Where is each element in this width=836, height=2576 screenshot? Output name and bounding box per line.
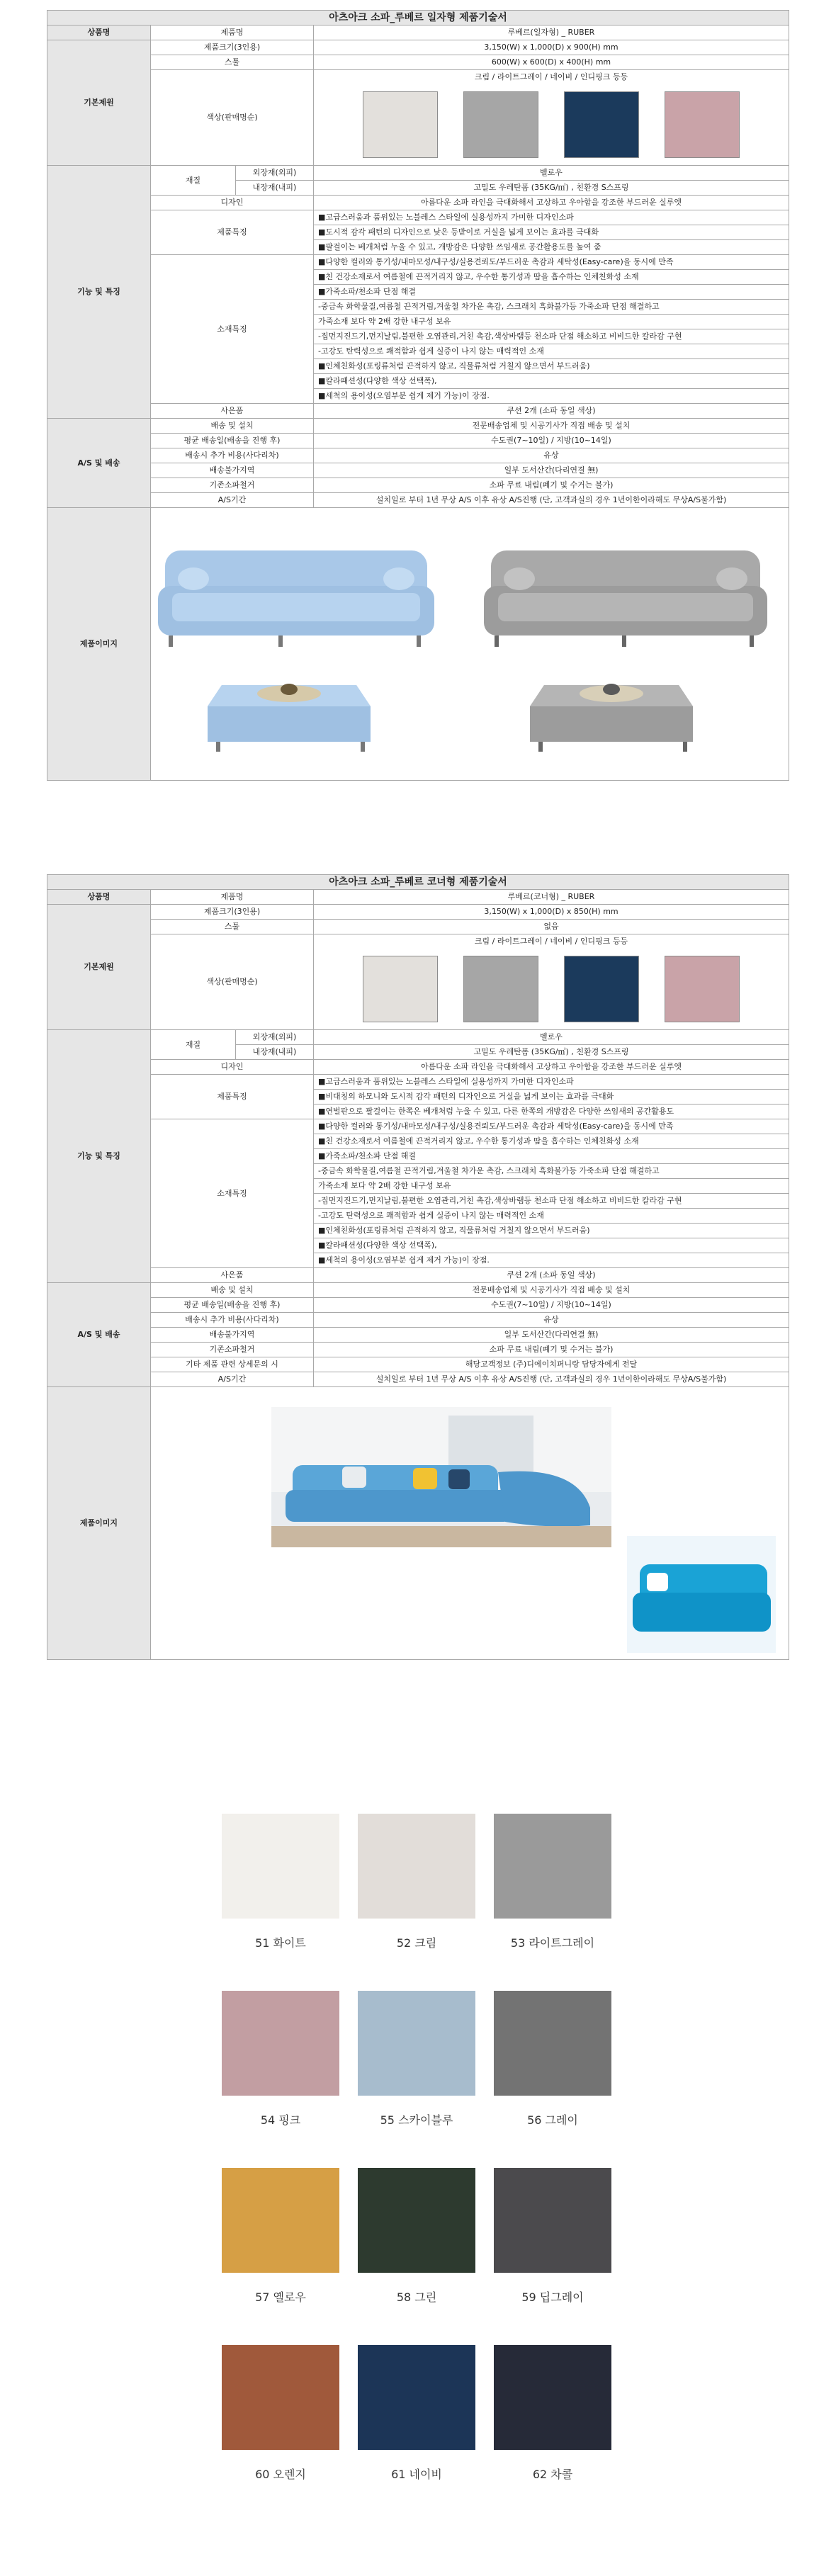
- material-feature-line: ■친 건강소재로서 여름철에 끈적거리지 않고, 우수한 통기성과 땀을 흡수하는 인체친화성 소재: [314, 270, 789, 285]
- gift-value: 쿠션 2개 (소파 동일 색상): [314, 1268, 789, 1283]
- product-name-sub: 제품명: [151, 890, 314, 905]
- swatch-indipink: [665, 91, 740, 158]
- material-feature-label: 소재특징: [151, 1119, 314, 1268]
- material-feature-label: 소재특징: [151, 255, 314, 404]
- color-swatches: [314, 84, 789, 165]
- color-chip: [222, 1991, 339, 2128]
- product-feature-label: 제품특징: [151, 1075, 314, 1119]
- material-feature-line: -집먼지진드기,먼지날림,불편한 오염관리,거친 촉감,색상바램등 천소파 단점 해소하고 비비드한 칼라감 구현: [314, 329, 789, 344]
- color-chip: [358, 2168, 475, 2305]
- removal-label: 기존소파철거: [151, 478, 314, 493]
- gift-label: 사은품: [151, 404, 314, 419]
- product-name-label: 상품명: [47, 26, 151, 40]
- features-group-label: 기능 및 특징: [47, 1030, 151, 1283]
- period-value: 수도권(7~10일) / 지방(10~14일): [314, 1298, 789, 1313]
- color-chip-label: 51 화이트: [255, 1936, 306, 1950]
- color-label: 색상(판매명순): [151, 70, 314, 166]
- color-chip-swatch: [358, 2345, 475, 2450]
- product-image-cell: [151, 1387, 789, 1660]
- color-chip: [222, 1814, 339, 1950]
- color-chip-swatch: [222, 2345, 339, 2450]
- gift-value: 쿠션 2개 (소파 동일 색상): [314, 404, 789, 419]
- material-feature-line: ■가죽소파/천소파 단점 해결: [314, 285, 789, 300]
- product-image-cell: [151, 508, 789, 781]
- inner-value: 고밀도 우레탄폼 (35KG/㎥) , 친환경 S스프링: [314, 1045, 789, 1060]
- product-name-label: 상품명: [47, 890, 151, 905]
- stool-label: 스툴: [151, 55, 314, 70]
- product-feature-line: ■비대칭의 하모니와 도시적 감각 패턴의 디자인으로 거실을 넓게 보이는 효과를 극대화: [314, 1090, 789, 1105]
- size-label: 제품크기(3인용): [151, 905, 314, 920]
- material-feature-line: ■칼라패션성(다양한 색상 선택폭),: [314, 1238, 789, 1253]
- stool-label: 스툴: [151, 920, 314, 934]
- no-delivery-area-label: 배송불가지역: [151, 463, 314, 478]
- color-chip-swatch: [222, 1814, 339, 1919]
- swatch-cream: [363, 956, 438, 1022]
- removal-value: 소파 무료 내림(폐기 및 수거는 불가): [314, 478, 789, 493]
- color-swatches: [314, 949, 789, 1029]
- warranty-value: 설치일로 부터 1년 무상 A/S 이후 유상 A/S진행 (단, 고객과실의 경우 1년이한이라해도 무상A/S불가함): [314, 1372, 789, 1387]
- swatch-navy: [564, 91, 639, 158]
- as-group-label: A/S 및 배송: [47, 419, 151, 508]
- material-feature-line: ■친 건강소재로서 여름철에 끈적거리지 않고, 우수한 통기성과 땀을 흡수하는 인체친화성 소재: [314, 1134, 789, 1149]
- swatch-cream: [363, 91, 438, 158]
- swatch-indipink: [665, 956, 740, 1022]
- color-chip-label: 54 핑크: [260, 2113, 301, 2127]
- color-chip-label: 56 그레이: [527, 2113, 578, 2127]
- color-chip: [358, 1991, 475, 2128]
- color-chip-label: 62 차콜: [532, 2468, 573, 2481]
- extra-cost-label: 배송시 추가 비용(사다리차): [151, 448, 314, 463]
- inner-label: 내장재(내피): [236, 181, 314, 196]
- color-chip: [494, 2168, 611, 2305]
- stool-value: 600(W) x 600(D) x 400(H) mm: [314, 55, 789, 70]
- corner-sofa-room-image: [271, 1407, 611, 1547]
- color-chip: [222, 2168, 339, 2305]
- delivery-label: 배송 및 설치: [151, 1283, 314, 1298]
- color-chip-label: 57 옐로우: [255, 2290, 306, 2304]
- color-names: 크림 / 라이트그레이 / 네이비 / 인디핑크 등등: [474, 937, 628, 946]
- material-feature-line: -집먼지진드기,먼지날림,불편한 오염관리,거친 촉감,색상바램등 천소파 단점 해소하고 비비드한 칼라감 구현: [314, 1194, 789, 1209]
- spec-sheet-corner: [47, 874, 789, 1660]
- material-feature-line: ■인체친화성(포링류처럼 끈적하지 않고, 직물류처럼 거칠지 않으면서 부드러움): [314, 1224, 789, 1238]
- corner-sofa-detail-image: [627, 1536, 776, 1653]
- period-value: 수도권(7~10일) / 지방(10~14일): [314, 434, 789, 448]
- color-chip-label: 55 스카이블루: [380, 2113, 453, 2127]
- swatch-navy: [564, 956, 639, 1022]
- size-value: 3,150(W) x 1,000(D) x 900(H) mm: [314, 40, 789, 55]
- warranty-label: A/S기간: [151, 493, 314, 508]
- inner-label: 내장재(내피): [236, 1045, 314, 1060]
- color-chip-swatch: [494, 2345, 611, 2450]
- product-image-corner: [151, 1387, 789, 1656]
- design-label: 디자인: [151, 1060, 314, 1075]
- material-feature-line: ■인체친화성(포링류처럼 끈적하지 않고, 직물류처럼 거칠지 않으면서 부드러움): [314, 359, 789, 374]
- color-names: 크림 / 라이트그레이 / 네이비 / 인디핑크 등등: [474, 72, 628, 81]
- material-feature-line: 가죽소재 보다 약 2배 강한 내구성 보유: [314, 1179, 789, 1194]
- delivery-value: 전문배송업체 및 시공기사가 직접 배송 및 설치: [314, 1283, 789, 1298]
- material-feature-line: ■다양한 컬러와 통기성/내마모성/내구성/실용견뢰도/부드러운 촉감과 세탁성(Easy-care)을 동시에 만족: [314, 255, 789, 270]
- product-feature-line: ■고급스러움과 품위있는 노블레스 스타일에 실용성까지 가미한 디자인소파: [314, 1075, 789, 1090]
- period-label: 평균 배송일(배송을 진행 후): [151, 1298, 314, 1313]
- color-chip: [358, 1814, 475, 1950]
- color-chip: [222, 2345, 339, 2482]
- contact-label: 기타 제품 관련 상세문의 시: [151, 1357, 314, 1372]
- color-chip-label: 52 크림: [396, 1936, 437, 1950]
- color-cell: [314, 70, 789, 166]
- color-chip-label: 59 딥그레이: [521, 2290, 584, 2304]
- delivery-label: 배송 및 설치: [151, 419, 314, 434]
- color-chip-label: 60 오렌지: [255, 2468, 306, 2481]
- color-chip-label: 53 라이트그레이: [510, 1936, 595, 1950]
- extra-cost-value: 유상: [314, 448, 789, 463]
- contact-value: 해당고객정보 (주)디에이치퍼니랑 담당자에게 전달: [314, 1357, 789, 1372]
- basic-spec-label: 기본제원: [47, 40, 151, 166]
- color-chip-swatch: [222, 1991, 339, 2096]
- material-label: 재질: [151, 166, 236, 196]
- image-label: 제품이미지: [47, 508, 151, 781]
- stool-value: 없음: [314, 920, 789, 934]
- color-chip-swatch: [494, 1991, 611, 2096]
- removal-value: 소파 무료 내림(폐기 및 수거는 불가): [314, 1343, 789, 1357]
- color-chip-swatch: [358, 1814, 475, 1919]
- material-feature-line: ■가죽소파/천소파 단점 해결: [314, 1149, 789, 1164]
- outer-label: 외장재(외피): [236, 166, 314, 181]
- inner-value: 고밀도 우레탄폼 (35KG/㎥) , 친환경 S스프링: [314, 181, 789, 196]
- product-image-straight: [151, 508, 789, 777]
- sheet-title: 아츠아크 소파_루베르 코너형 제품기술서: [47, 875, 789, 890]
- material-feature-line: ■세척의 용이성(오염부분 쉽게 제거 가능)이 장점.: [314, 1253, 789, 1268]
- removal-label: 기존소파철거: [151, 1343, 314, 1357]
- color-chip: [494, 1814, 611, 1950]
- swatch-lightgray: [463, 956, 538, 1022]
- material-feature-line: -고강도 탄력성으로 쾌적함과 쉽게 실증이 나지 않는 매력적인 소재: [314, 1209, 789, 1224]
- material-feature-line: 가죽소재 보다 약 2배 강한 내구성 보유: [314, 315, 789, 329]
- blue-sofa-image: [158, 550, 434, 752]
- gift-label: 사은품: [151, 1268, 314, 1283]
- product-feature-line: ■고급스러움과 품위있는 노블레스 스타일에 실용성까지 가미한 디자인소파: [314, 210, 789, 225]
- color-chip-swatch: [494, 2168, 611, 2273]
- image-label: 제품이미지: [47, 1387, 151, 1660]
- period-label: 평균 배송일(배송을 진행 후): [151, 434, 314, 448]
- material-feature-line: -중금속 화학물질,여름철 끈적거림,겨울철 차가운 촉감, 스크래치 흑화불가등 가죽소파 단점 해결하고: [314, 300, 789, 315]
- color-chip-label: 58 그린: [396, 2290, 437, 2304]
- product-feature-label: 제품특징: [151, 210, 314, 255]
- product-feature-line: ■팔걸이는 베개처럼 누울 수 있고, 개방감은 다양한 쓰임새로 공간활용도를 높여 줌: [314, 240, 789, 255]
- swatch-lightgray: [463, 91, 538, 158]
- material-feature-line: -고강도 탄력성으로 쾌적함과 쉽게 실증이 나지 않는 매력적인 소재: [314, 344, 789, 359]
- basic-spec-label: 기본제원: [47, 905, 151, 1030]
- design-label: 디자인: [151, 196, 314, 210]
- no-delivery-area-value: 일부 도서산간(다리연결 無): [314, 1328, 789, 1343]
- product-name-value: 루베르(코너형) _ RUBER: [314, 890, 789, 905]
- size-label: 제품크기(3인용): [151, 40, 314, 55]
- color-chip: [358, 2345, 475, 2482]
- material-feature-line: ■칼라패션성(다양한 색상 선택폭),: [314, 374, 789, 389]
- as-group-label: A/S 및 배송: [47, 1283, 151, 1387]
- no-delivery-area-label: 배송불가지역: [151, 1328, 314, 1343]
- color-chip-swatch: [358, 1991, 475, 2096]
- features-group-label: 기능 및 특징: [47, 166, 151, 419]
- design-value: 아름다운 소파 라인을 극대화해서 고상하고 우아함을 강조한 부드러운 실루엣: [314, 1060, 789, 1075]
- extra-cost-value: 유상: [314, 1313, 789, 1328]
- product-feature-line: ■연벌판으로 팔걸이는 한쪽은 베개처럼 누울 수 있고, 다른 한쪽의 개방감은 다양한 쓰임새의 공간활용도: [314, 1105, 789, 1119]
- outer-value: 벨로우: [314, 166, 789, 181]
- color-label: 색상(판매명순): [151, 934, 314, 1030]
- extra-cost-label: 배송시 추가 비용(사다리차): [151, 1313, 314, 1328]
- warranty-label: A/S기간: [151, 1372, 314, 1387]
- material-feature-line: ■세척의 용이성(오염부분 쉽게 제거 가능)이 장점.: [314, 389, 789, 404]
- warranty-value: 설치일로 부터 1년 무상 A/S 이후 유상 A/S진행 (단, 고객과실의 경우 1년이한이라해도 무상A/S불가함): [314, 493, 789, 508]
- sheet-title: 아츠아크 소파_루베르 일자형 제품기술서: [47, 11, 789, 26]
- product-name-value: 루베르(일자형) _ RUBER: [314, 26, 789, 40]
- color-cell: [314, 934, 789, 1030]
- color-chip-label: 61 네이비: [391, 2468, 442, 2481]
- gray-sofa-image: [484, 550, 767, 752]
- color-chip-swatch: [494, 1814, 611, 1919]
- color-chip-swatch: [222, 2168, 339, 2273]
- color-chip-swatch: [358, 2168, 475, 2273]
- outer-value: 벨로우: [314, 1030, 789, 1045]
- size-value: 3,150(W) x 1,000(D) x 850(H) mm: [314, 905, 789, 920]
- material-feature-line: -중금속 화학물질,여름철 끈적거림,겨울철 차가운 촉감, 스크래치 흑화불가등 가죽소파 단점 해결하고: [314, 1164, 789, 1179]
- spec-sheet-straight: [47, 10, 789, 781]
- material-feature-line: ■다양한 컬러와 통기성/내마모성/내구성/실용견뢰도/부드러운 촉감과 세탁성(Easy-care)을 동시에 만족: [314, 1119, 789, 1134]
- design-value: 아름다운 소파 라인을 극대화해서 고상하고 우아함을 강조한 부드러운 실루엣: [314, 196, 789, 210]
- material-label: 재질: [151, 1030, 236, 1060]
- color-chip: [494, 2345, 611, 2482]
- color-chip: [494, 1991, 611, 2128]
- delivery-value: 전문배송업체 및 시공기사가 직접 배송 및 설치: [314, 419, 789, 434]
- product-feature-line: ■도시적 감각 패턴의 디자인으로 낮은 등받이로 거실을 넓게 보이는 효과를 극대화: [314, 225, 789, 240]
- outer-label: 외장재(외피): [236, 1030, 314, 1045]
- no-delivery-area-value: 일부 도서산간(다리연결 無): [314, 463, 789, 478]
- product-name-sub: 제품명: [151, 26, 314, 40]
